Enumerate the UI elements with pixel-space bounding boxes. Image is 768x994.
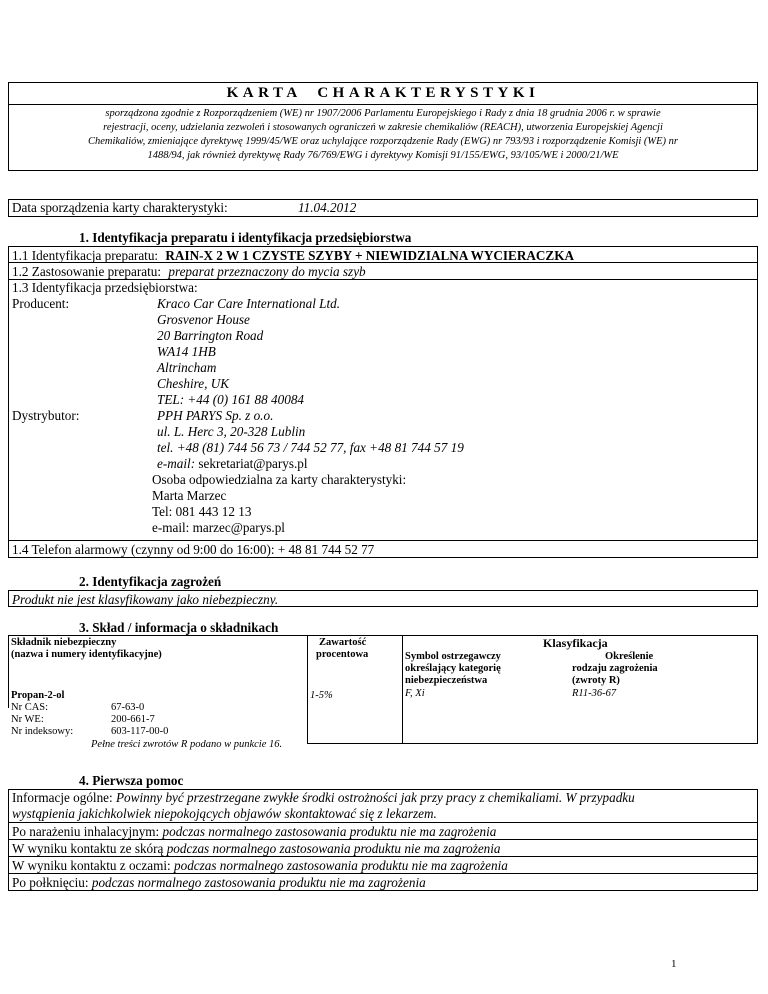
row-1-2	[8, 263, 758, 280]
we-number: 200-661-7	[111, 714, 155, 725]
col-header-ingredient: (nazwa i numery identyfikacyjne)	[11, 649, 162, 660]
distributor-line: PPH PARYS Sp. z o.o.	[157, 408, 274, 423]
table-border	[402, 635, 403, 743]
col-header-symbol: Symbol ostrzegawczy	[405, 651, 501, 662]
product-name: RAIN-X 2 W 1 CZYSTE SZYBY + NIEWIDZIALNA WYCIERACZKA	[165, 248, 574, 263]
firstaid-row	[8, 840, 758, 857]
col-header-classification: Klasyfikacja	[543, 636, 608, 650]
general-label: Informacje ogólne:	[12, 790, 113, 805]
date-row	[8, 199, 758, 217]
document-title: KARTA CHARAKTERYSTYKI	[226, 85, 540, 101]
firstaid-row	[8, 857, 758, 874]
firstaid-label: W wyniku kontaktu ze skórą	[12, 841, 164, 856]
section4-heading: 4. Pierwsza pomoc	[79, 773, 184, 788]
date-label: Data sporządzenia karty charakterystyki:	[12, 200, 228, 215]
email-link[interactable]: sekretariat@parys.pl	[198, 456, 308, 471]
producer-line: Cheshire, UK	[157, 376, 230, 391]
r13-label: 1.3 Identyfikacja przedsiębiorstwa:	[12, 280, 198, 295]
subtitle-line: rejestracji, oceny, udzielania zezwoleń i stosowanych ograniczeń w zakresie chemikaliów (REACH), utworzenia Europejskiej Agencji	[103, 122, 663, 133]
cas-number: 67-63-0	[111, 702, 145, 713]
row-1-3	[8, 280, 758, 541]
producer-line: TEL: +44 (0) 161 88 40084	[157, 392, 305, 407]
firstaid-text: podczas normalnego zastosowania produktu nie ma zagrożenia	[91, 875, 426, 890]
rphrases-note: Pełne treści zwrotów R podano w punkcie 16.	[91, 739, 283, 750]
producer-line: WA14 1HB	[157, 344, 216, 359]
email-label: e-mail:	[157, 456, 196, 471]
general-text: Powinny być przestrzegane zwykłe środki ostrożności jak przy pracy z chemikaliami. W przypadku	[116, 790, 635, 805]
we-label: Nr WE:	[11, 714, 44, 725]
index-label: Nr indeksowy:	[11, 726, 74, 737]
contact-line: Osoba odpowiedzialna za karty charakterystyki:	[152, 472, 407, 487]
header-title-box	[8, 82, 758, 105]
general-line-1	[12, 790, 635, 806]
ingredient-percent: 1-5%	[310, 690, 333, 701]
index-number: 603-117-00-0	[111, 726, 169, 737]
cas-label: Nr CAS:	[11, 702, 49, 713]
distributor-label: Dystrybutor:	[12, 408, 80, 423]
col-header-rphrases: rodzaju zagrożenia	[572, 663, 658, 674]
ingredient-rphrases: R11-36-67	[572, 688, 617, 699]
col-header-rphrases: (zwroty R)	[572, 675, 620, 686]
ingredient-symbol: F, Xi	[405, 688, 425, 699]
firstaid-row	[8, 874, 758, 891]
general-line-2: wystąpienia jakichkolwiek niepokojących objawów skontaktować się z lekarzem.	[12, 806, 437, 821]
col-header-percent: Zawartość	[319, 637, 367, 648]
firstaid-label: W wyniku kontaktu z oczami:	[12, 858, 171, 873]
firstaid-label: Po narażeniu inhalacyjnym:	[12, 824, 160, 839]
table-border	[8, 635, 9, 708]
header-subtitle-box	[8, 103, 758, 171]
producer-line: Altrincham	[157, 360, 217, 375]
section2-box	[8, 590, 758, 607]
subtitle-line: Chemikaliów, zmieniające dyrektywę 1999/45/WE oraz uchylające rozporządzenie Rady (EWG) nr 793/93 i rozporządzenie Komisji (WE) nr	[87, 136, 679, 147]
emergency-phone: 1.4 Telefon alarmowy (czynny od 9:00 do 16:00): + 48 81 744 52 77	[12, 542, 375, 557]
firstaid-text: podczas normalnego zastosowania produktu nie ma zagrożenia	[166, 841, 501, 856]
distributor-email	[157, 456, 308, 472]
contact-email[interactable]: e-mail: marzec@parys.pl	[152, 520, 285, 535]
section3-heading: 3. Skład / informacja o składnikach	[79, 620, 279, 635]
composition-table	[8, 635, 758, 750]
subtitle-line: sporządzona zgodnie z Rozporządzeniem (WE) nr 1907/2006 Parlamentu Europejskiego i Rady z dnia 18 grudnia 2006 r. w sprawie	[105, 108, 661, 119]
firstaid-text: podczas normalnego zastosowania produktu nie ma zagrożenia	[162, 824, 497, 839]
firstaid-text: podczas normalnego zastosowania produktu nie ma zagrożenia	[174, 858, 508, 873]
producer-label: Producent:	[12, 296, 70, 311]
col-header-rphrases: Określenie	[605, 651, 654, 662]
section1-heading: 1. Identyfikacja preparatu i identyfikacja przedsiębiorstwa	[79, 230, 412, 245]
table-border	[307, 635, 308, 743]
page-number: 1	[671, 958, 677, 970]
table-border	[8, 635, 758, 636]
col-header-symbol: określający kategorię	[405, 663, 501, 674]
distributor-line: tel. +48 (81) 744 56 73 / 744 52 77, fax +48 81 744 57 19	[157, 440, 464, 455]
hazard-text: Produkt nie jest klasyfikowany jako niebezpieczny.	[12, 592, 279, 607]
ingredient-name: Propan-2-ol	[11, 690, 65, 701]
r12-value: preparat przeznaczony do mycia szyb	[168, 264, 366, 279]
contact-line: Tel: 081 443 12 13	[152, 504, 252, 519]
row-4-general	[8, 789, 758, 823]
distributor-line: ul. L. Herc 3, 20-328 Lublin	[157, 424, 306, 439]
producer-line: 20 Barrington Road	[157, 328, 264, 343]
section2-heading: 2. Identyfikacja zagrożeń	[79, 574, 222, 589]
producer-line: Grosvenor House	[157, 312, 250, 327]
firstaid-label: Po połknięciu:	[12, 875, 89, 890]
contact-line: Marta Marzec	[152, 488, 227, 503]
date-value: 11.04.2012	[298, 200, 357, 215]
row-1-4	[8, 541, 758, 558]
firstaid-row	[8, 823, 758, 840]
col-header-symbol: niebezpieczeństwa	[405, 675, 488, 686]
table-border	[307, 743, 758, 744]
table-border	[757, 635, 758, 743]
col-header-percent: procentowa	[316, 649, 369, 660]
subtitle-line: 1488/94, jak również dyrektywę Rady 76/769/EWG i dyrektywy Komisji 91/155/EWG, 93/105/WE i 2000/21/WE	[147, 150, 619, 161]
producer-line: Kraco Car Care International Ltd.	[157, 296, 341, 311]
r11-label: 1.1 Identyfikacja preparatu:	[12, 248, 159, 263]
r12-label: 1.2 Zastosowanie preparatu:	[12, 264, 162, 279]
col-header-ingredient: Składnik niebezpieczny	[11, 637, 117, 648]
row-1-1	[8, 246, 758, 263]
